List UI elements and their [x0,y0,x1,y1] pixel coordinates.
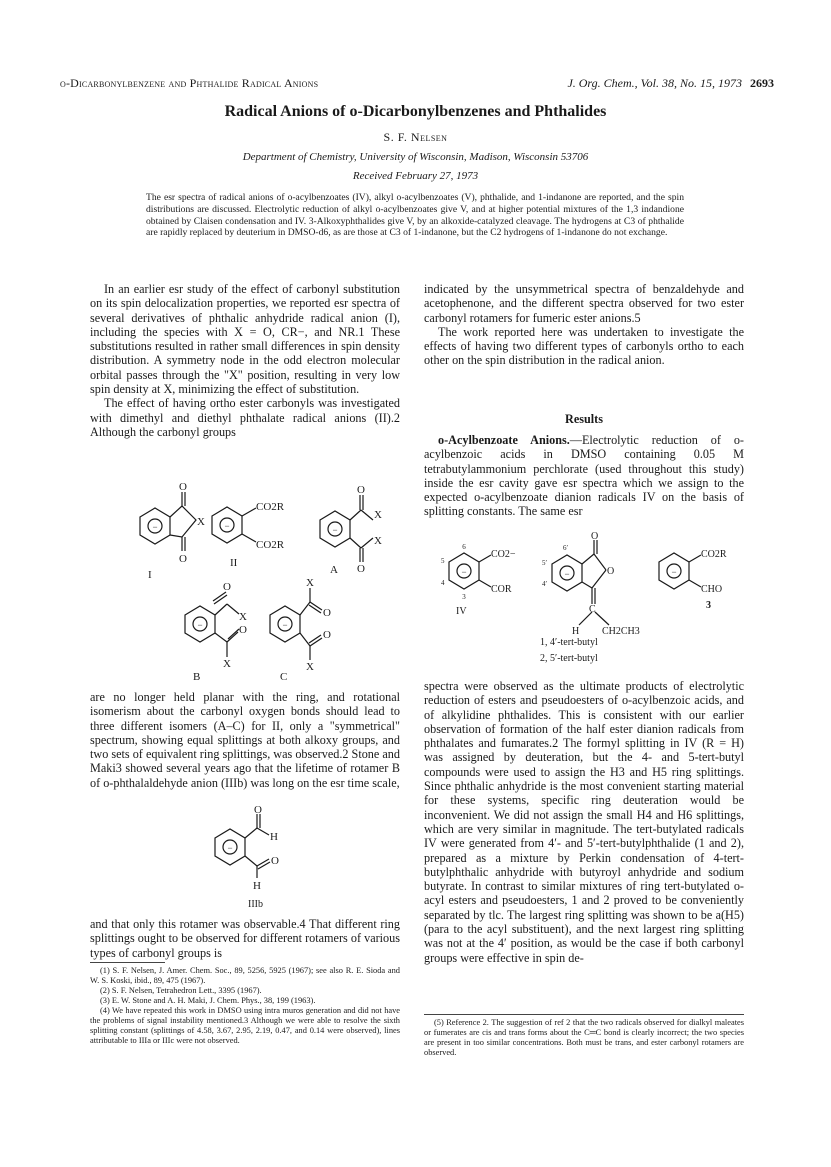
scheme-1 [90,480,400,685]
atom-o: O [179,481,187,493]
footnote-rule [424,1014,744,1015]
section-heading-results: Results [565,412,603,426]
atom-ethyl: CH2CH3 [602,626,640,637]
affiliation: Department of Chemistry, University of Wisconsin, Madison, Wisconsin 53706 [242,151,589,163]
paragraph: and that only this rotamer was observable.4 That different ring splittings ought to be observed for different rotamers of various types of carbonyl groups is [90,917,400,960]
running-header [60,76,774,92]
paragraph: The effect of having ortho ester carbonyls was investigated with dimethyl and diethyl phthalate radical anions (II).2 Although the carbonyl groups [90,396,400,439]
paragraph-text: —Electrolytic reduction of o-acylbenzoic acids in DMSO containing 0.05 M tetrabutylammonium perchlorate (used throughout this study) inside the esr cavity gave esr spectra which we assign to the expected o-acylbenzoate dianion radicals IV on the basis of splitting constants. The same esr [424,433,744,519]
footnote: (4) We have repeated this work in DMSO using intra muros generation and did not have the problems of signal instability mentioned.3 Although we were able to resolve the sixth splitting constant (splittings of 4.58, 3.67, 2.95, 2.19, 0.47, and 0.14 were observed), lines attributable to IIIa or IIIc were not observed. [90,1006,400,1045]
atom-co2: CO2− [491,549,516,560]
atom-x: X [374,509,382,521]
run-in-heading: o-Acylbenzoate Anions. [438,433,570,447]
left-column-middle [90,690,400,790]
radical-sign: − [461,567,467,577]
received-date: Received February 27, 1973 [352,170,479,182]
atom-o: O [323,607,331,619]
atom-o: O [323,629,331,641]
ring-number: 5 [441,557,445,565]
ring-number: 5′ [542,559,548,567]
paragraph: indicated by the unsymmetrical spectra of benzaldehyde and acetophenone, and the different spectra observed for two ester carbonyl rotamers for fumeric ester anions.5 [424,282,744,325]
compound-label-C: C [280,671,288,683]
paragraph: The work reported here was undertaken to investigate the effects of having two different types of carbonyls ortho to each other on the spin distribution in the radical anion. [424,324,744,368]
footnotes-right [424,1018,744,1058]
ring-number: 4′ [542,580,548,588]
atom-co2r: CO2R [256,501,285,513]
ring-number: 6 [462,543,466,551]
right-column-results [424,433,744,519]
paragraph: In an earlier esr study of the effect of carbonyl substitution on its spin delocalization properties, we reported esr spectra of several derivatives of phthalic anhydride radical anion (I), including the species with X = O, CR−, and NR.1 These substitutions resulted in rather small differences in spin density distribution. A symmetry node in the odd electron molecular orbital passes through the "X" position, resulting in very low spin density at X, minimizing the effect of substitution. [90,282,400,397]
atom-cho: CHO [701,584,723,595]
atom-x: X [306,577,314,589]
compound-label-IV: IV [456,606,467,617]
footnote: (1) S. F. Nelsen, J. Amer. Chem. Soc., 89, 5256, 5925 (1967); see also R. E. Sioda and W. S. Koski, ibid., 89, 475 (1967). [90,966,400,985]
atom-x: X [223,658,231,670]
atom-x: X [306,661,314,673]
ring-number: 3 [462,593,466,601]
paragraph: spectra were observed as the ultimate products of electrolytic reduction of esters and pseudoesters of o-acylbenzoic acids, and of alkylidine phthalides. This is consistent with our earlier observation of formation of the half ester dianion radicals from phthalates and fumarates.2 The formyl splitting in IV (R = H) was assigned by deuteration, but the 4- and 5-tert-butyl compounds were used to assign the H3 and H5 ring splittings. Since phthalic anhydride is the most convenient starting material for these systems, specific ring deuteration would be inconvenient. We did not assign the small H4 and H6 splittings, which are very similar in magnitude. The tert-butylated radicals IV were generated from 4′- and 5′-tert-butylphthalide (1 and 2), prepared as a mixture by Perkin condensation of 4-tert-butylphthalic anhydride with butyroyl anhydride and sodium butyrate. In contrast to similar mixtures of ring tert-butylated o-acyl esters and pseudoesters, 1 and 2 proved to be conveniently separated by tlc. The largest ring splitting was shown to be a(H5) (para to the acyl substituent), and the next largest ring splitting was not at the 4′ position, as would be the case if both carbonyl groups were effective in spin de- [424,679,744,965]
right-column-top [424,282,744,368]
atom-o: O [239,624,247,636]
left-column-top [90,282,400,439]
atom-o: O [179,553,187,565]
radical-sign: − [671,567,677,577]
compound-1-label: 1, 4′-tert-butyl [540,637,598,648]
left-column-bottom [90,917,400,960]
running-title: o-Dicarbonylbenzene and Phthalide Radical Anions [60,76,319,90]
paragraph [424,433,744,519]
journal-citation [567,76,774,91]
scheme-2 [90,804,400,913]
footnote-rule [90,962,165,963]
compound-label-IIIb: IIIb [248,899,263,910]
article-title: Radical Anions of o-Dicarbonylbenzenes and Phthalides [224,103,607,120]
atom-h: H [270,831,278,843]
compound-label-II: II [230,557,238,569]
footnote: (5) Reference 2. The suggestion of ref 2 that the two radicals observed for dialkyl maleates or fumerates are cis and trans forms about the C═C bond is clearly incorrect; the two species are present in too similar concentrations. Both must be trans, and ester carbonyl rotamers are observed. [424,1018,744,1057]
atom-o: O [223,581,231,593]
radical-sign: − [224,521,230,531]
journal-name: J. Org. Chem., Vol. 38, No. 15, 1973 [567,76,742,90]
atom-c: C [589,604,596,615]
compound-label-3: 3 [706,600,711,611]
atom-co2r: CO2R [701,549,727,560]
atom-o: O [254,804,262,816]
compound-label-A: A [330,564,338,576]
atom-o: O [591,531,599,542]
radical-sign: − [564,569,570,579]
atom-h: H [253,880,261,892]
atom-x: X [197,516,205,528]
radical-sign: − [227,843,233,853]
atom-x: X [239,611,247,623]
compound-label-I: I [148,569,152,581]
footnote: (2) S. F. Nelsen, Tetrahedron Lett., 3395 (1967). [100,986,262,995]
footnote: (3) E. W. Stone and A. H. Maki, J. Chem. Phys., 38, 199 (1963). [100,996,316,1005]
radical-sign: − [282,620,288,630]
atom-o: O [357,484,365,496]
ring-number: 4 [441,579,445,587]
radical-sign: − [197,620,203,630]
author: S. F. Nelsen [383,130,448,144]
footnotes-left [90,966,400,1046]
radical-sign: − [332,525,338,535]
right-column-bottom [424,679,744,965]
compound-label-B: B [193,671,201,683]
atom-cor: COR [491,584,512,595]
scheme-3 [424,530,744,675]
atom-o: O [271,855,279,867]
atom-o: O [607,566,615,577]
radical-sign: − [152,522,158,532]
abstract: The esr spectra of radical anions of o-acylbenzoates (IV), alkyl o-acylbenzoates (V), phthalide, and 1-indanone are reported, and the spin distributions are discussed. Electrolytic reduction of alkyl o-acylbenzoates give V, and at higher potential mixtures of the 1,3 indandione obtained by Claisen condensation and IV. 3-Alkoxyphthalides give V, by an alkoxide-catalyzed cleavage. The hydrogens at C3 of phthalide are rapidly replaced by deuterium in DMSO-d6, as are those at C3 of 1-indanone, but the C2 hydrogens of 1-indanone do not exchange. [146,192,684,239]
atom-co2r: CO2R [256,539,285,551]
atom-h: H [572,626,580,637]
page-number: 2693 [750,76,774,90]
atom-x: X [374,535,382,547]
ring-number: 6′ [563,544,569,552]
atom-o: O [357,563,365,575]
paragraph: are no longer held planar with the ring, and rotational isomerism about the carbonyl oxygen bonds should lead to three different isomers (A–C) for II, only a "symmetrical" spectrum, showing equal splittings at both alkoxy groups, and two sets of equivalent ring splittings, was observed.2 Stone and Maki3 showed several years ago that the lifetime of rotamer B of o-phthalaldehyde anion (IIIb) was long on the esr time scale, [90,690,400,790]
compound-2-label: 2, 5′-tert-butyl [540,653,598,664]
